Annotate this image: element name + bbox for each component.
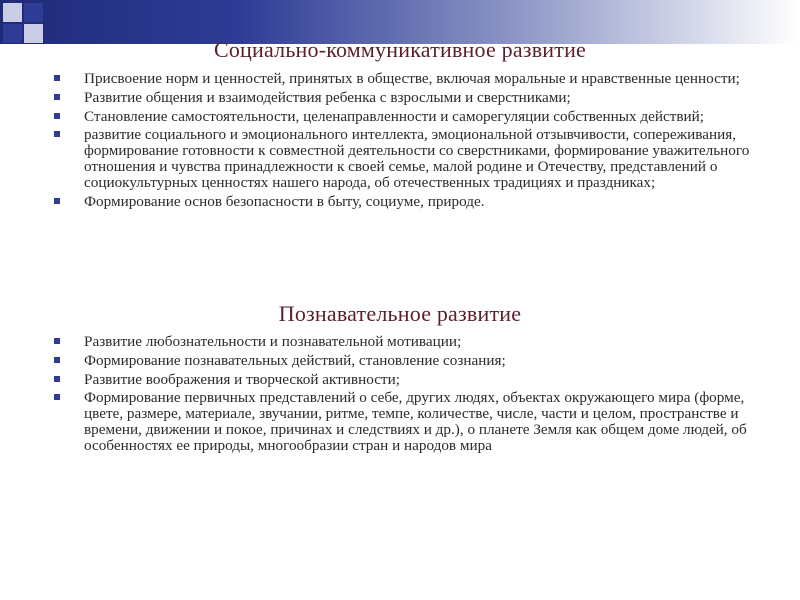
- list-item: [54, 109, 764, 125]
- list-item-text: Развитие воображения и творческой активности;: [84, 370, 400, 388]
- list-item: [54, 90, 764, 106]
- list-item-text: Присвоение норм и ценностей, принятых в обществе, включая моральные и нравственные ценности;: [84, 70, 740, 87]
- square-bullet-icon: [54, 94, 60, 100]
- list-item: [54, 390, 764, 453]
- list-item-text: Формирование первичных представлений о себе, других людях, объектах окружающего мира (форме, цвете, размере, материале, звучании, ритме, темпе, количестве, числе, части и целом, пространстве и времени, движении и покое, причинах и следствиях и др.), о планете Земля как общем доме людей, об особенностях ее природы, многообразии стран и народов мира: [84, 389, 747, 454]
- square-bullet-icon: [54, 113, 60, 119]
- square-bullet-icon: [54, 376, 60, 382]
- decor-square: [24, 3, 43, 22]
- section-title-cognitive: Познавательное развитие: [278, 301, 522, 326]
- square-bullet-icon: [54, 198, 60, 204]
- list-item: [54, 353, 764, 369]
- square-bullet-icon: [54, 131, 60, 137]
- list-item-text: Формирование познавательных действий, становление сознания;: [84, 351, 506, 369]
- list-item-text: Формирование основ безопасности в быту, социуме, природе.: [84, 192, 485, 210]
- square-bullet-icon: [54, 357, 60, 363]
- square-bullet-icon: [54, 394, 60, 400]
- list-item-text: развитие социального и эмоционального интеллекта, эмоциональной отзывчивости, сопереживания, формирование готовности к совместной деятельности со сверстниками, формирование уважительного отношения и чувства принадлежности к своей семье, малой родине и Отечеству, представлений о социокультурных ценностях нашего народа, об отечественных традициях и праздниках;: [84, 126, 750, 191]
- decor-square: [3, 3, 22, 22]
- list-item-text: Развитие любознательности и познавательной мотивации;: [84, 333, 462, 350]
- list-item: [54, 127, 764, 190]
- list-item: [54, 71, 764, 87]
- section-title-social: Социально-коммуникативное развитие: [213, 37, 587, 62]
- square-bullet-icon: [54, 338, 60, 344]
- square-bullet-icon: [54, 75, 60, 81]
- list-item: [54, 372, 764, 388]
- list-item-text: Становление самостоятельности, целенаправленности и саморегуляции собственных действий;: [84, 107, 705, 125]
- cognitive-development-list: [54, 334, 764, 457]
- list-item: [54, 334, 764, 350]
- list-item-text: Развитие общения и взаимодействия ребенка с взрослыми и сверстниками;: [84, 88, 571, 106]
- list-item: [54, 194, 764, 210]
- social-development-list: [54, 71, 764, 212]
